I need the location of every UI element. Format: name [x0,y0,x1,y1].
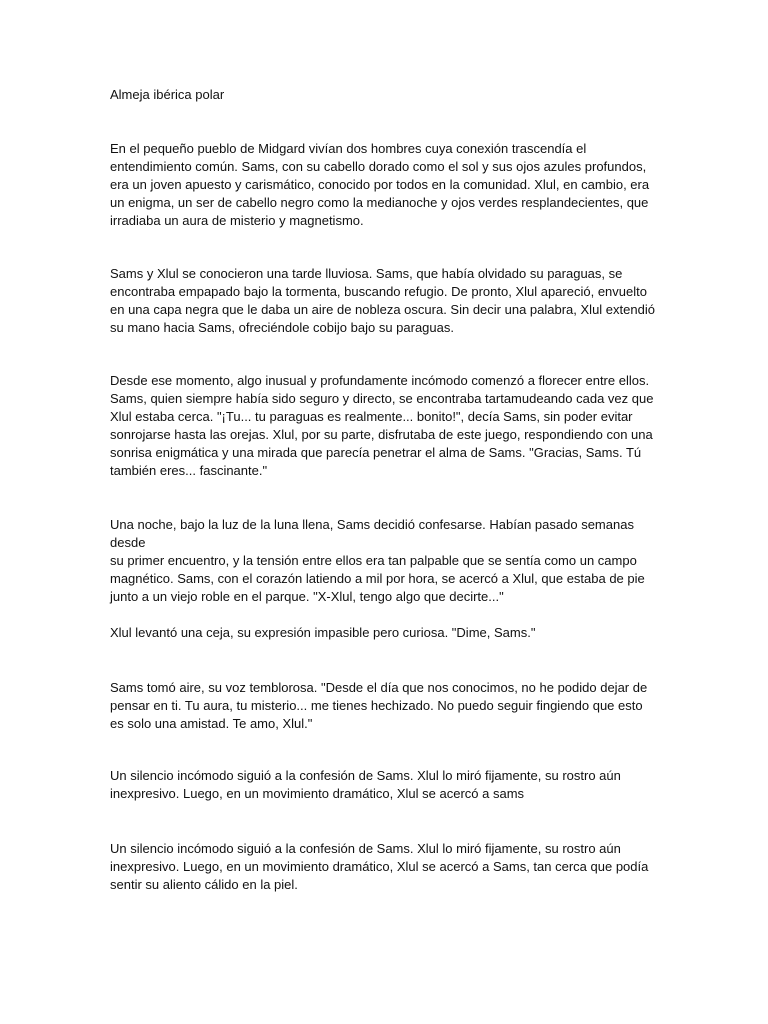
document-title: Almeja ibérica polar [110,87,225,102]
paragraph-6: Sams tomó aire, su voz temblorosa. "Desde el día que nos conocimos, no he podido dejar de pensar en ti. Tu aura, tu misterio... me tienes hechizado. No puedo seguir fingiendo que esto es solo una amistad. Te amo, Xlul." [110,680,648,731]
paragraph-8: Un silencio incómodo siguió a la confesión de Sams. Xlul lo miró fijamente, su rostro aún inexpresivo. Luego, en un movimiento dramático, Xlul se acercó a Sams, tan cerca que podía sentir su aliento cálido en la piel. [110,841,649,892]
paragraph-3: Desde ese momento, algo inusual y profundamente incómodo comenzó a florecer entre ellos. Sams, quien siempre había sido seguro y directo, se encontraba tartamudeando cada vez que Xlul estaba cerca. "¡Tu... tu paraguas es realmente... bonito!", decía Sams, sin poder evitar sonrojarse hasta las orejas. Xlul, por su parte, disfrutaba de este juego, respondiendo con una sonrisa enigmática y una mirada que parecía penetrar el alma de Sams. "Gracias, Sams. Tú también eres... fascinante." [110,373,654,478]
paragraph-1: En el pequeño pueblo de Midgard vivían dos hombres cuya conexión trascendía el entendimiento común. Sams, con su cabello dorado como el sol y sus ojos azules profundos, era un joven apuesto y carismático, conocido por todos en la comunidad. Xlul, en cambio, era un enigma, un ser de cabello negro como la medianoche y ojos verdes resplandecientes, que irradiaba un aura de misterio y magnetismo. [110,141,650,228]
paragraph-2: Sams y Xlul se conocieron una tarde lluviosa. Sams, que había olvidado su paraguas, se encontraba empapado bajo la tormenta, buscando refugio. De pronto, Xlul apareció, envuelto en una capa negra que le daba un aire de nobleza oscura. Sin decir una palabra, Xlul extendió su mano hacia Sams, ofreciéndole cobijo bajo su paraguas. [110,266,655,335]
paragraph-5: Xlul levantó una ceja, su expresión impasible pero curiosa. "Dime, Sams." [110,625,536,640]
paragraph-7: Un silencio incómodo siguió a la confesión de Sams. Xlul lo miró fijamente, su rostro aún inexpresivo. Luego, en un movimiento dramático, Xlul se acercó a sams [110,768,621,801]
paragraph-4: Una noche, bajo la luz de la luna llena, Sams decidió confesarse. Habían pasado semanas desde su primer encuentro, y la tensión entre ellos era tan palpable que se sentía como un campo magnético. Sams, con el corazón latiendo a mil por hora, se acercó a Xlul, que estaba de pie junto a un viejo roble en el parque. "X-Xlul, tengo algo que decirte..." [110,517,645,604]
